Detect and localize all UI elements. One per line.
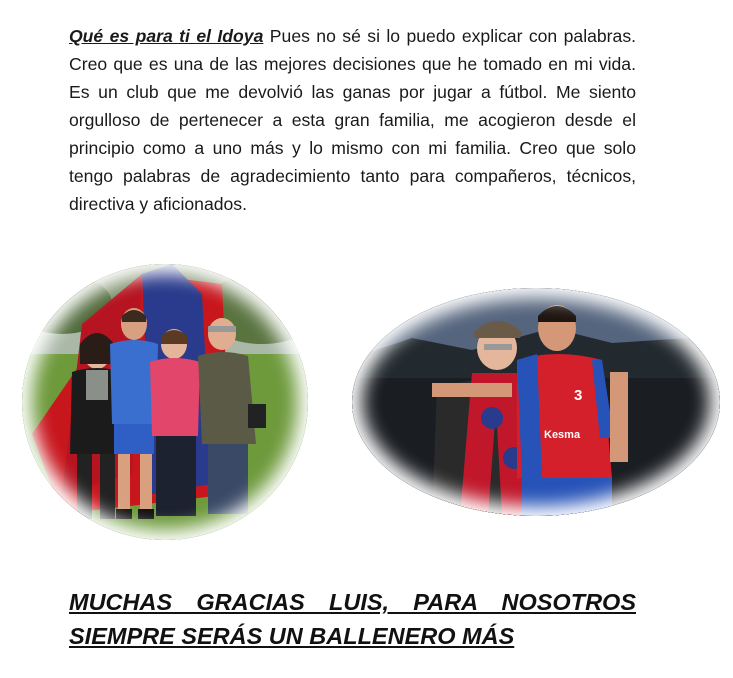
interview-question: Qué es para ti el Idoya (69, 26, 264, 46)
shirt-sponsor: Kesma (544, 429, 581, 441)
interview-answer: Pues no sé si lo puedo explicar con palabras. Creo que es una de las mejores decisiones que he tomado en mi vida. Es un club que me devolvió las ganas por jugar a fútbol. Me siento orgulloso de pertenecer a esta gran familia, me acogieron desde el principio como a uno más y lo mismo con mi familia. Creo que solo tengo palabras de agradecimiento tanto para compañeros, técnicos, directiva y aficionados. (69, 26, 637, 214)
interview-paragraph (69, 22, 636, 218)
shirt-number: 3 (574, 387, 583, 404)
group-photo-image (22, 264, 308, 540)
group-photo (22, 264, 308, 540)
closing-message: MUCHAS GRACIAS LUIS, PARA NOSOTROS SIEMPRE SERÁS UN BALLENERO MÁS (69, 589, 636, 649)
player-with-fan-image (352, 288, 720, 516)
player-with-fan-photo (352, 288, 720, 516)
